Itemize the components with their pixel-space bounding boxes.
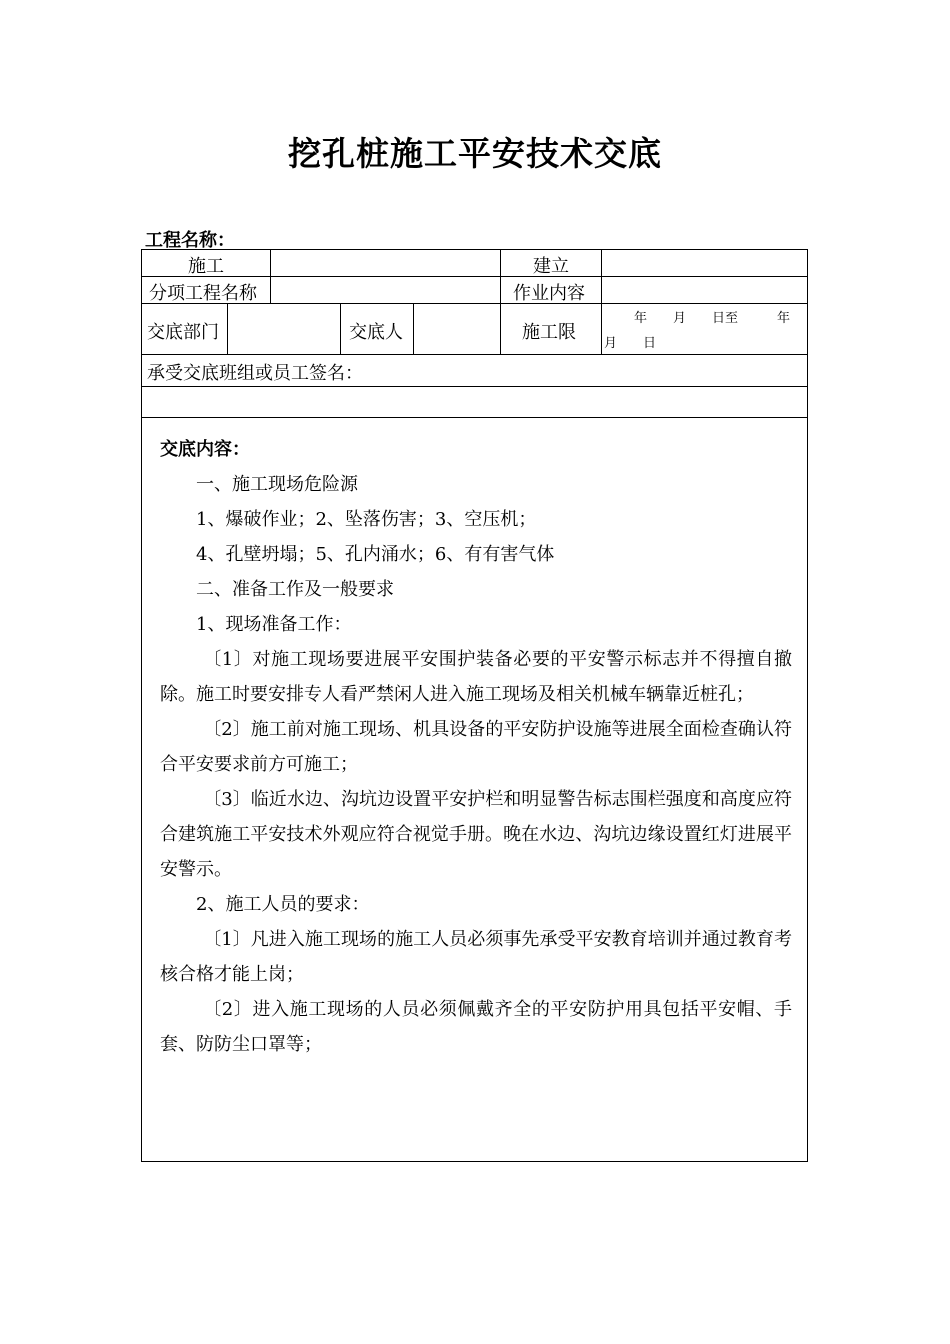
column-divider <box>413 303 414 354</box>
column-divider <box>340 303 341 354</box>
row-divider <box>141 276 808 277</box>
content-paragraph: 4、孔壁坍塌；5、孔内涌水；6、有有害气体 <box>196 544 555 565</box>
content-paragraph: 1、爆破作业；2、坠落伤害；3、空压机； <box>196 509 537 530</box>
handover-content <box>160 432 792 1062</box>
content-paragraph: 一、施工现场危险源 <box>196 474 358 495</box>
date-range-line2: 月 日 <box>604 336 657 351</box>
row-divider <box>141 354 808 355</box>
work-content-label: 作业内容 <box>513 283 585 304</box>
document-title: 挖孔桩施工平安技术交底 <box>288 134 662 173</box>
construction-period-label: 施工限 <box>522 322 576 343</box>
column-divider <box>601 249 602 354</box>
content-heading: 交底内容： <box>160 439 250 460</box>
sub-project-name-label: 分项工程名称 <box>149 283 257 304</box>
row-divider <box>141 386 808 387</box>
column-divider <box>500 249 501 354</box>
content-paragraph: 〔1〕对施工现场要进展平安围护装备必要的平安警示标志并不得擅自撤除。施工时要安排专人看严禁闲人进入施工现场及相关机械车辆靠近桩孔； <box>160 649 792 705</box>
content-paragraph: 2、施工人员的要求： <box>196 894 370 915</box>
content-paragraph: 〔2〕进入施工现场的人员必须佩戴齐全的平安防护用具包括平安帽、手套、防防尘口罩等； <box>160 999 792 1055</box>
column-divider <box>227 303 228 354</box>
content-paragraph: 二、准备工作及一般要求 <box>196 579 394 600</box>
date-range-line1: 年 月 日至 年 <box>634 311 791 326</box>
handover-department-label: 交底部门 <box>147 322 219 343</box>
project-name-label: 工程名称： <box>145 230 235 251</box>
construction-label: 施工 <box>188 256 224 277</box>
column-divider <box>270 249 271 303</box>
content-paragraph: 〔2〕施工前对施工现场、机具设备的平安防护设施等进展全面检查确认符合平安要求前方可施工； <box>160 719 792 775</box>
row-divider <box>141 417 808 418</box>
content-paragraph: 1、现场准备工作： <box>196 614 352 635</box>
establish-label: 建立 <box>533 256 569 277</box>
signature-label: 承受交底班组或员工签名： <box>147 363 363 384</box>
handover-person-label: 交底人 <box>349 322 403 343</box>
content-paragraph: 〔3〕临近水边、沟坑边设置平安护栏和明显警告标志围栏强度和高度应符合建筑施工平安技术外观应符合视觉手册。晚在水边、沟坑边缘设置红灯进展平安警示。 <box>160 789 792 880</box>
content-paragraph: 〔1〕凡进入施工现场的施工人员必须事先承受平安教育培训并通过教育考核合格才能上岗； <box>160 929 792 985</box>
